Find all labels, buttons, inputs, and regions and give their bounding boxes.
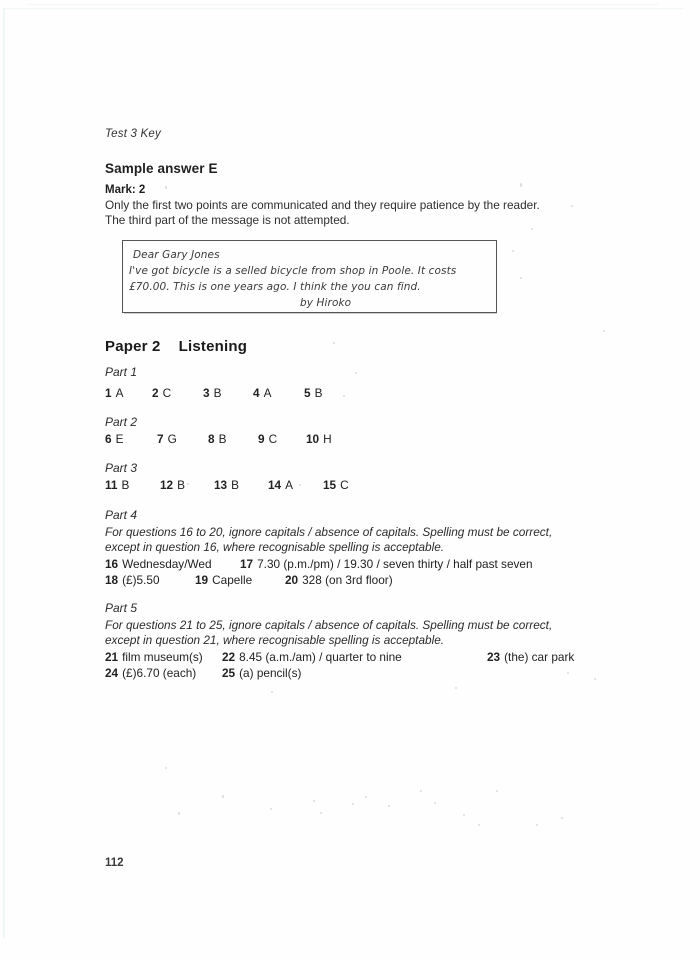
scan-speckle [187,483,189,485]
paper-number: Paper 2 [105,338,161,355]
answer-8: 8 B [208,432,227,446]
answer-1: 1 A [105,386,124,400]
scan-speckle [603,330,605,332]
answer-19: 19 Capelle [195,573,253,587]
answer-9: 9 C [258,432,278,446]
scan-speckle [571,205,573,207]
answer-2: 2 C [152,386,172,400]
scan-speckle [434,802,436,804]
part-4-rubric-line-1: For questions 16 to 20, ignore capitals / absence of capitals. Spelling must be correct, [105,525,553,539]
answer-14: 14 A [268,478,293,492]
scan-speckle [496,790,498,792]
scan-speckle [355,372,357,374]
part-5-rubric-line-2: except in question 21, where recognisable spelling is acceptable. [105,633,445,647]
scan-speckle [388,805,390,807]
scan-speckle [352,803,354,805]
answer-11: 11 B [105,478,130,492]
page-number: 112 [105,857,124,869]
paper-title: Listening [178,338,248,355]
scan-speckle [463,814,465,816]
answer-12: 12 B [160,478,185,492]
examiner-comment-line-2: The third part of the message is not attempted. [105,213,350,227]
scan-speckle [271,691,273,693]
scan-speckle [455,687,457,689]
scan-speckle [478,824,480,826]
scan-speckle [420,790,422,792]
scan-speckle [512,250,514,252]
part-label-2: Part 2 [105,415,138,429]
answer-7: 7 G [157,432,177,446]
answer-6: 6 E [105,432,124,446]
handwritten-line-1: Dear Gary Jones [133,249,220,261]
scan-speckle [561,817,563,819]
answer-22: 22 8.45 (a.m./am) / quarter to nine [222,650,402,664]
part-label-5: Part 5 [105,601,138,615]
answer-3: 3 B [203,386,222,400]
scan-speckle [333,342,335,344]
answer-24: 24 (£)6.70 (each) [105,666,197,680]
mark-label: Mark: 2 [105,184,146,196]
scan-speckle [567,672,569,674]
examiner-comment-line-1: Only the first two points are communicated and they require patience by the reader. [105,198,540,212]
scan-speckle [536,824,538,826]
part-5-rubric-line-1: For questions 21 to 25, ignore capitals / absence of capitals. Spelling must be correct, [105,618,553,632]
answer-21: 21 film museum(s) [105,650,203,664]
scan-speckle [320,812,322,814]
answer-18: 18 (£)5.50 [105,573,160,587]
scan-speckle [520,183,522,187]
answer-15: 15 C [323,478,349,492]
answer-10: 10 H [306,432,332,446]
scan-speckle [165,186,167,189]
answer-25: 25 (a) pencil(s) [222,666,302,680]
sample-answer-heading: Sample answer E [105,161,218,176]
scan-speckle [520,277,522,279]
scan-speckle [270,808,272,810]
scan-speckle [178,812,180,815]
handwritten-line-2: I've got bicycle is a selled bicycle from shop in Poole. It costs [129,265,457,277]
part-label-3: Part 3 [105,461,138,475]
part-label-4: Part 4 [105,508,138,522]
scan-speckle [313,800,315,802]
answer-5: 5 B [304,386,323,400]
handwritten-signature: by Hiroko [300,297,352,309]
scan-speckle [365,796,367,798]
scan-speckle [222,795,224,798]
paper-heading [105,338,247,355]
scan-speckle [531,228,533,230]
part-label-1: Part 1 [105,365,138,379]
answer-17: 17 7.30 (p.m./pm) / 19.30 / seven thirty / half past seven [240,557,533,571]
answer-16: 16 Wednesday/Wed [105,557,212,571]
scan-speckle [594,678,596,680]
scan-speckle [343,395,345,397]
scan-speckle [299,484,301,486]
running-head: Test 3 Key [105,128,161,140]
scan-speckle [165,767,167,769]
handwritten-line-3: £70.00. This is one years ago. I think the you can find. [129,281,421,293]
answer-4: 4 A [253,386,272,400]
part-4-rubric-line-2: except in question 16, where recognisable spelling is acceptable. [105,540,445,554]
answer-20: 20 328 (on 3rd floor) [285,573,393,587]
answer-13: 13 B [214,478,239,492]
answer-23: 23 (the) car park [487,650,575,664]
